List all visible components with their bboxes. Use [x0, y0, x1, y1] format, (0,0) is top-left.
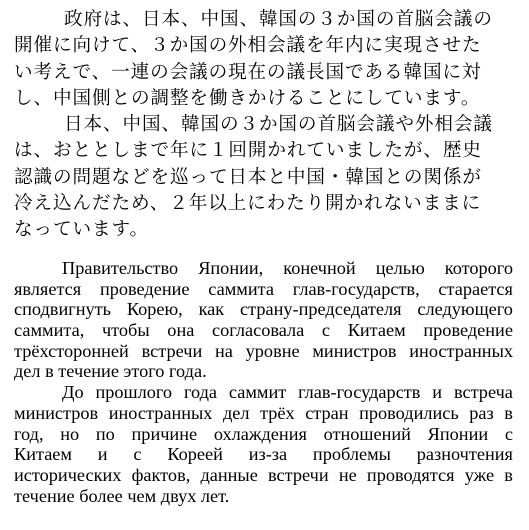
word: До [62, 382, 84, 403]
word: и [432, 382, 443, 403]
word: как [198, 299, 225, 320]
word: уже [464, 464, 495, 485]
word: Китаем [14, 444, 72, 465]
word: страну-председателя [240, 299, 402, 320]
word: прошлого [95, 382, 173, 403]
japanese-paragraph-2 [14, 112, 519, 243]
russian-line [14, 299, 513, 320]
word: в [504, 402, 513, 423]
word: согласовала [212, 320, 305, 341]
japanese-line: 開催に向けて、３か国の外相会議を年内に実現させた [14, 35, 482, 57]
japanese-paragraph-1 [14, 7, 519, 112]
word: конечной [283, 258, 356, 278]
word: уровне [245, 340, 300, 361]
word: раз [469, 402, 494, 423]
word: следующего [417, 299, 513, 320]
word: фактов, [131, 464, 191, 485]
word: Кореей [167, 444, 223, 465]
word: саммита, [14, 320, 85, 341]
word: года [183, 382, 218, 403]
word: в [504, 464, 513, 485]
word: проведение [423, 320, 513, 341]
word: иностранных [108, 402, 213, 423]
word: проведение [99, 278, 190, 299]
word: на [214, 340, 233, 361]
word: является [14, 278, 82, 299]
word: чтобы [101, 320, 150, 341]
word: министров [14, 402, 99, 423]
russian-line [14, 424, 513, 445]
word: охлаждения [213, 423, 307, 444]
word: дел [222, 402, 250, 423]
japanese-line: し、中国側との調整を働きかけることにしています。 [14, 87, 481, 109]
russian-line [14, 403, 513, 424]
word: встречи [141, 340, 203, 361]
word: встреча [453, 382, 513, 403]
word: Китаем [347, 320, 406, 341]
word: саммит [228, 382, 287, 403]
word: Японии [427, 423, 489, 444]
word: которого [444, 258, 513, 278]
word: данные [200, 464, 258, 485]
russian-line [14, 258, 513, 279]
japanese-line: 日本、中国、韓国の３か国の首脳会議や外相会議 [64, 114, 493, 136]
japanese-line: なっています。 [14, 219, 149, 241]
word: саммита [208, 278, 274, 299]
japanese-line: 認識の問題などを巡って日本と中国・韓国との関係が [14, 166, 482, 188]
word: и [97, 444, 108, 465]
japanese-line: は、おととしまで年に１回開かれていましたが、歴史 [14, 140, 482, 162]
russian-line [14, 465, 513, 486]
word: глав-государств, [292, 278, 420, 299]
word: целью [375, 258, 425, 278]
word: причине [131, 423, 198, 444]
word: Правительство [62, 258, 179, 278]
word: не [338, 464, 357, 485]
word: Корею, [126, 299, 183, 320]
word: министров [312, 340, 397, 361]
japanese-line: 政府は、日本、中国、韓国の３か国の首脳会議の [64, 9, 493, 30]
word: проводятся [366, 464, 455, 485]
word: встречи [268, 464, 329, 485]
word: но [60, 423, 80, 444]
word: проблемы [312, 444, 391, 465]
word: Японии, [198, 258, 264, 278]
russian-line [14, 341, 513, 362]
word: иностранных [409, 340, 513, 361]
word: с [133, 444, 142, 465]
word: год, [14, 423, 44, 444]
word: глав-государств [298, 382, 421, 403]
russian-line [14, 444, 513, 465]
russian-text-block [14, 258, 513, 506]
word: трёхсторонней [14, 340, 129, 361]
word: исторических [14, 464, 122, 485]
russian-line: дел в течение этого года. [14, 361, 207, 382]
word: проводились [359, 402, 459, 423]
russian-line [14, 320, 513, 341]
russian-line [14, 382, 513, 403]
word: сподвигнуть [14, 299, 111, 320]
word: отношений [323, 423, 411, 444]
russian-paragraph-2 [14, 382, 513, 506]
word: старается [438, 278, 513, 299]
word: с [504, 423, 513, 444]
word: стран [305, 402, 349, 423]
word: разночтения [416, 444, 513, 465]
japanese-line: 冷え込んだため、２年以上にわたり開かれないままに [14, 193, 482, 215]
word: из-за [248, 444, 288, 465]
japanese-line: い考えで、一連の会議の現在の議長国である韓国に対 [14, 61, 482, 83]
russian-line: течение более чем двух лет. [14, 485, 230, 506]
word: по [95, 423, 115, 444]
word: с [321, 320, 331, 341]
word: трёх [260, 402, 295, 423]
word: она [167, 320, 195, 341]
russian-paragraph-1 [14, 258, 513, 382]
russian-line [14, 279, 513, 300]
japanese-text-block [14, 7, 519, 244]
